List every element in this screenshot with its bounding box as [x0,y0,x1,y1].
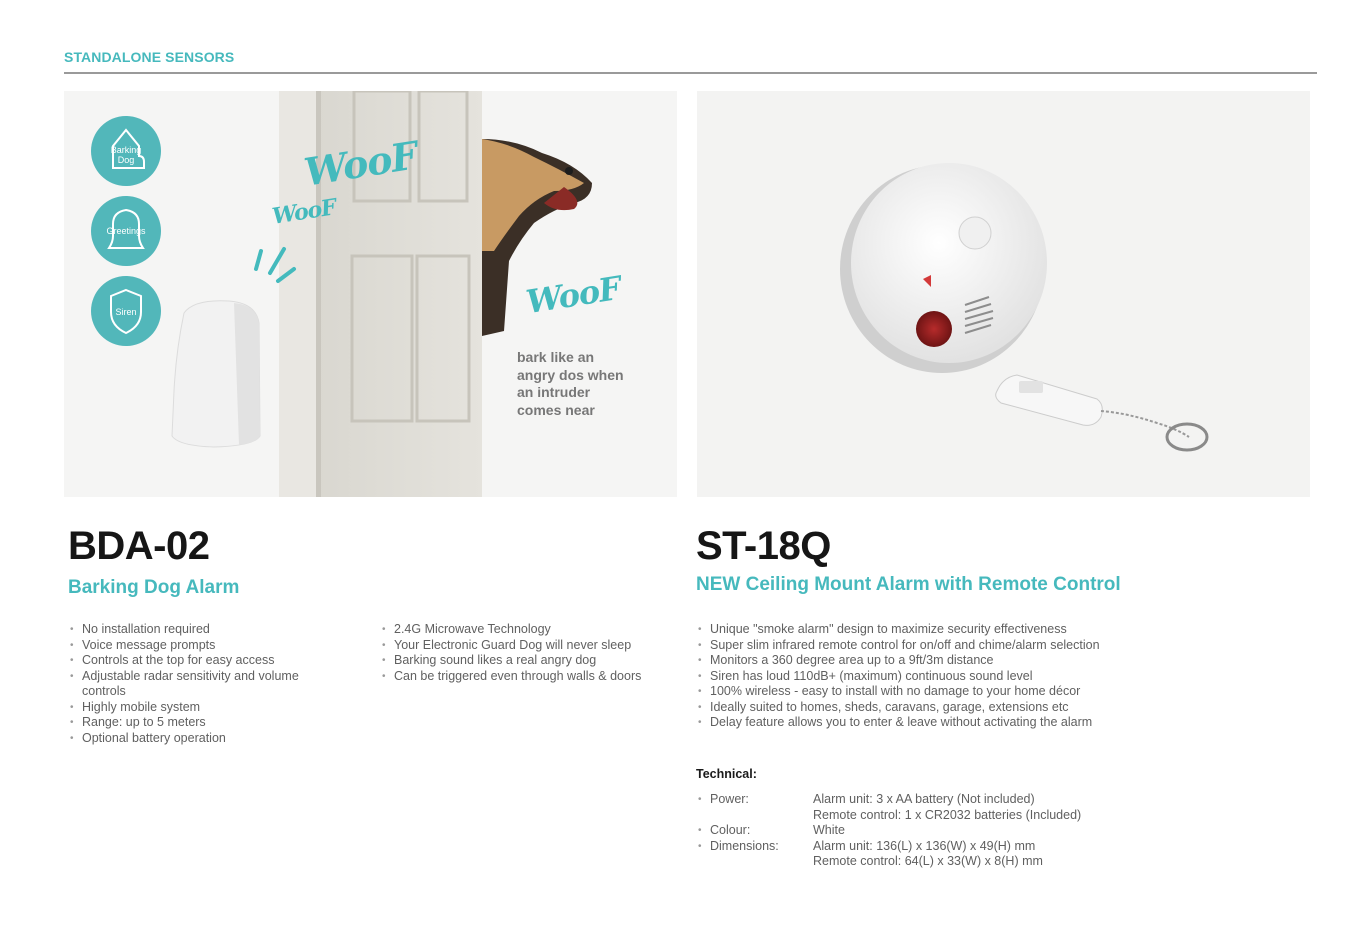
greetings-badge [91,196,161,266]
list-item: • Range: up to 5 meters [68,715,358,731]
list-item: • Controls at the top for easy access [68,653,358,669]
badge-label: Barking [110,145,142,155]
image-caption [517,349,624,419]
siren-badge [91,276,161,346]
list-item: • Siren has loud 110dB+ (maximum) continuous sound level [696,669,1296,685]
ceiling-alarm-photo [697,91,1310,497]
spec-key: • Dimensions: [696,839,816,855]
list-item: • Delay feature allows you to enter & leave without activating the alarm [696,715,1296,731]
product-subtitle: Barking Dog Alarm [68,577,240,598]
list-item-continuation: controls [82,684,126,698]
list-item: • Adjustable radar sensitivity and volume [68,669,358,685]
spec-key: • Power: [696,792,816,808]
woof-text-right: WooF [523,268,624,322]
spec-value: Remote control: 1 x CR2032 batteries (Included) [813,807,1082,822]
list-item: • Can be triggered even through walls & doors [380,669,680,685]
caption-line: comes near [517,401,595,418]
list-item: • Your Electronic Guard Dog will never sleep [380,638,680,654]
list-item: • Highly mobile system [68,700,358,716]
list-item: • Ideally suited to homes, sheds, caravans, garage, extensions etc [696,700,1296,716]
list-item: • Super slim infrared remote control for on/off and chime/alarm selection [696,638,1296,654]
caption-line: angry dos when [517,366,624,383]
barking-dog-alarm-photo [64,91,677,497]
spec-key: • Colour: [696,823,816,839]
spec-value: Alarm unit: 136(L) x 136(W) x 49(H) mm [813,838,1036,853]
badge-label: Greetings [106,226,146,236]
header-divider [64,72,1317,74]
product-model-bda02: BDA-02 [68,524,210,568]
spec-value: Remote control: 64(L) x 33(W) x 8(H) mm [813,854,1043,868]
list-item: • Voice message prompts [68,638,358,654]
woof-text-large: WooF [301,132,421,195]
features-list [696,622,1296,731]
list-item: • Monitors a 360 degree area up to a 9ft/3m distance [696,653,1296,669]
technical-heading: Technical: [696,767,757,781]
features-list-col2 [380,622,680,684]
features-list-col1 [68,622,358,746]
spec-value: Alarm unit: 3 x AA battery (Not included) [813,792,1035,806]
spec-value: White [813,823,845,837]
product-model-st18q: ST-18Q [696,524,831,568]
ceiling-alarm-and-remote-illustration [697,91,1310,497]
list-item: • 100% wireless - easy to install with no damage to your home décor [696,684,1296,700]
list-item: • 2.4G Microwave Technology [380,622,680,638]
section-title: STANDALONE SENSORS [64,49,235,65]
caption-line: an intruder [517,384,591,400]
list-item: • No installation required [68,622,358,638]
caption-line: bark like an [517,349,595,365]
badge-label: Dog [117,155,135,165]
product-subtitle: NEW Ceiling Mount Alarm with Remote Control [696,574,1121,595]
list-item: • Barking sound likes a real angry dog [380,653,680,669]
woof-text-small: WooF [270,194,338,230]
list-item: • Optional battery operation [68,731,358,747]
badge-label: Siren [115,307,137,317]
barking-dog-badge [91,116,161,186]
list-item: • Unique "smoke alarm" design to maximize security effectiveness [696,622,1296,638]
